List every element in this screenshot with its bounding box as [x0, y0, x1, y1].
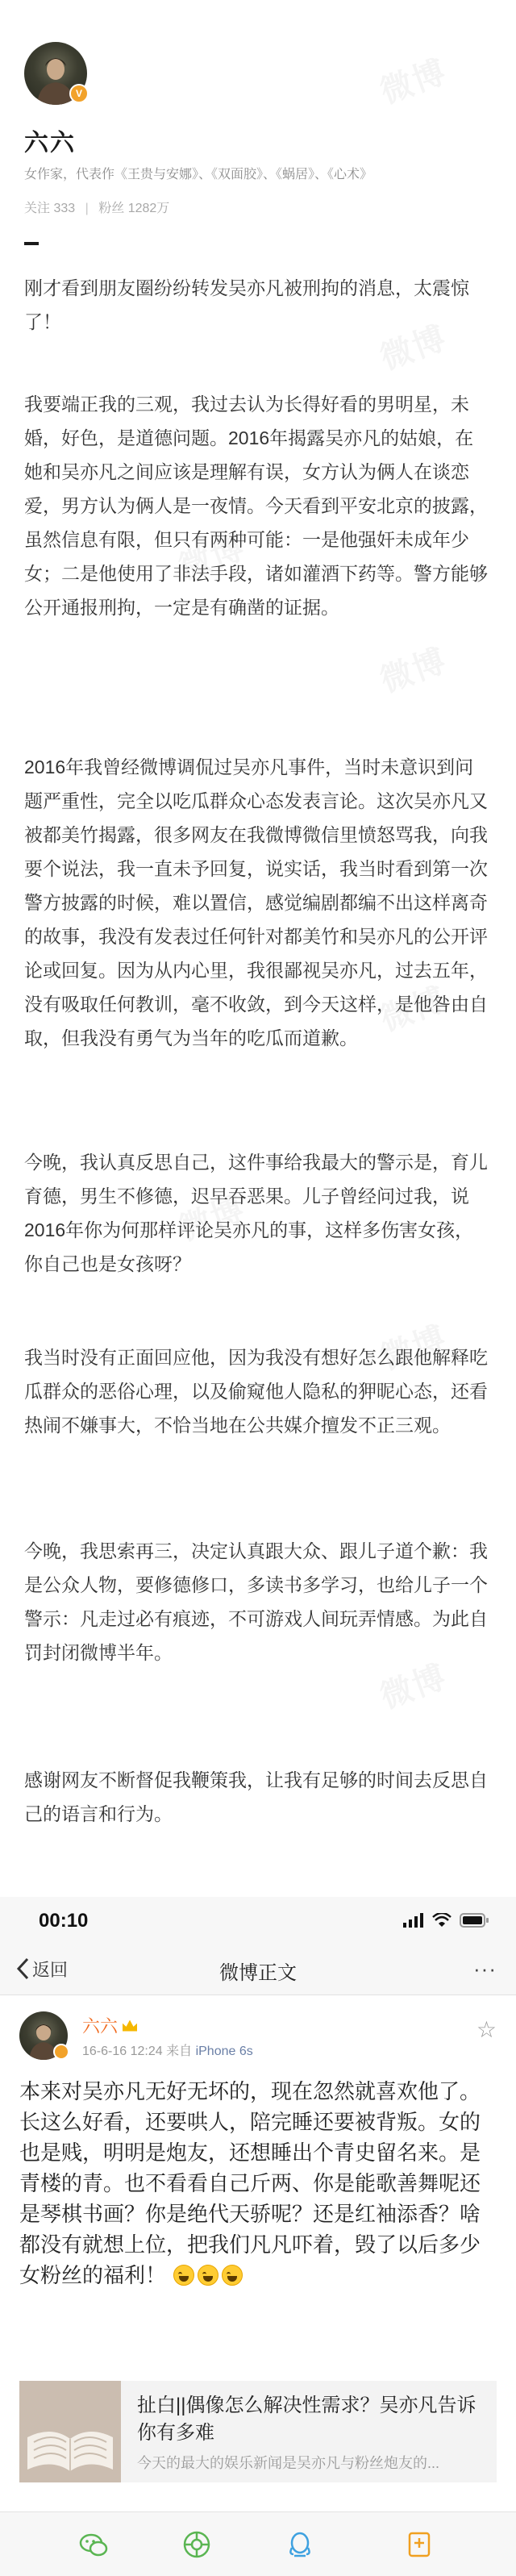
laughing-emoji-icon [222, 2265, 243, 2286]
verified-badge-icon [53, 2044, 69, 2060]
watermark [373, 635, 452, 701]
back-label: 返回 [32, 1959, 69, 1980]
wechat-icon[interactable] [77, 2528, 110, 2561]
watermark [373, 46, 452, 112]
article-paragraph: 感谢网友不断督促我鞭策我，让我有足够的时间去反思自己的语言和行为。 [24, 1769, 488, 1824]
followers-label: 粉丝 [98, 202, 125, 215]
favorite-star-icon[interactable]: ☆ [476, 2017, 497, 2042]
nav-bar [0, 1942, 516, 1995]
link-description: 今天的最大的娱乐新闻是吴亦凡与粉丝炮友的... [137, 2455, 440, 2471]
author-stats: 关注 333 | 粉丝 1282万 [24, 202, 170, 215]
battery-icon [460, 1913, 489, 1928]
qq-icon[interactable] [284, 2528, 316, 2561]
post-source-prefix: 来自 [166, 2045, 193, 2058]
author-avatar[interactable] [24, 42, 87, 105]
status-icons [403, 1911, 489, 1929]
laughing-emoji-icon [173, 2265, 194, 2286]
bookmark-icon[interactable] [403, 2528, 435, 2561]
following-label: 关注 [24, 202, 51, 215]
more-options-button[interactable]: ··· [473, 1957, 497, 1981]
article-paragraph: 今晚，我思索再三，决定认真跟大众、跟儿子道个歉：我是公众人物，要修德修口，多读书多学习，也给儿子一个警示：凡走过必有痕迹，不可游戏人间玩弄情感。为此自罚封闭微博半年。 [24, 1540, 488, 1663]
post-username[interactable] [82, 2013, 137, 2038]
author-bio: 女作家，代表作《王贵与安娜》、《双面胶》、《蜗居》、《心术》 [24, 168, 373, 181]
moments-icon[interactable] [181, 2528, 213, 2561]
article-paragraph: 刚才看到朋友圈纷纷转发吴亦凡被刑拘的消息，太震惊了！ [24, 277, 469, 332]
post-source: iPhone 6s [195, 2045, 253, 2058]
link-thumbnail-image [19, 2381, 121, 2482]
wifi-icon [432, 1913, 452, 1928]
share-bar [0, 2511, 516, 2576]
nav-title: 微博正文 [219, 1962, 297, 1984]
post-avatar[interactable] [19, 2011, 68, 2060]
article-paragraph: 我要端正我的三观，我过去认为长得好看的男明星，未婚，好色，是道德问题。2016年揭露吴亦凡的姑娘，在她和吴亦凡之间应该是理解有误，女方认为俩人在谈恋爱，男方认为俩人是一夜情。今天看到平安北京的披露，虽然信息有限，但只有两种可能：一是他强奸未成年少女；二是他使用了非法手段，诸如灌酒下药等。警方能够公开通报刑拘，一定是有确凿的证据。 [24, 394, 488, 618]
post-username-text: 六六 [82, 2016, 119, 2036]
status-time: 00:10 [39, 1910, 89, 1932]
followers-count: 1282万 [127, 202, 170, 215]
link-card[interactable] [19, 2381, 497, 2482]
article-paragraph: 2016年我曾经微博调侃过吴亦凡事件，当时未意识到问题严重性，完全以吃瓜群众心态发表言论。这次吴亦凡又被都美竹揭露，很多网友在我微博微信里愤怒骂我，向我要个说法，我一直未予回复，说实话，我当时看到第一次警方披露的时候，难以置信，感觉编剧都编不出这样离奇的故事，我没有发表过任何针对都美竹和吴亦凡的公开评论或回复。因为从内心里，我很鄙视吴亦凡，过去五年，没有吸取任何教训，毫不收敛，到今天这样，是他咎由自取，但我没有勇气为当年的吃瓜而道歉。 [24, 757, 488, 1048]
signal-icon [403, 1913, 424, 1928]
crown-icon [123, 2020, 137, 2032]
weibo-screenshot [0, 1897, 516, 2576]
section-divider [24, 242, 39, 245]
link-title: 扯白||偶像怎么解决性需求？吴亦凡告诉你有多难 [137, 2395, 476, 2444]
post-text-body: 本来对吴亦凡无好无坏的，现在忽然就喜欢他了。长这么好看，还要哄人，陪完睡还要被背叛。女的也是贱，明明是炮友，还想睡出个青史留名来。是青楼的青。也不看看自己斤两、你是能歌善舞呢还是琴棋书画？你是绝代天骄呢？还是红袖添香？啥都没有就想上位，把我们凡凡吓着，毁了以后多少女粉丝的福利！ [19, 2079, 481, 2287]
post-text [19, 2076, 500, 2290]
status-bar [0, 1897, 516, 1942]
post-date: 16-6-16 12:24 [82, 2045, 163, 2058]
following-count: 333 [53, 202, 76, 215]
post-meta [82, 2040, 253, 2059]
article-paragraph: 我当时没有正面回应他，因为我没有想好怎么跟他解释吃瓜群众的恶俗心理，以及偷窥他人隐私的狎昵心态，还看热闹不嫌事大，不恰当地在公共媒介擅发不正三观。 [24, 1347, 488, 1436]
author-name[interactable]: 六六 [24, 130, 76, 156]
weibo-post [0, 1995, 516, 2511]
article-paragraph: 今晚，我认真反思自己，这件事给我最大的警示是，育儿育德，男生不修德，迟早吞恶果。儿子曾经问过我，说2016年你为何那样评论吴亦凡的事，这样多伤害女孩，你自己也是女孩呀？ [24, 1152, 488, 1274]
laughing-emoji-icon [198, 2265, 218, 2286]
verified-badge-icon: V [69, 84, 89, 103]
